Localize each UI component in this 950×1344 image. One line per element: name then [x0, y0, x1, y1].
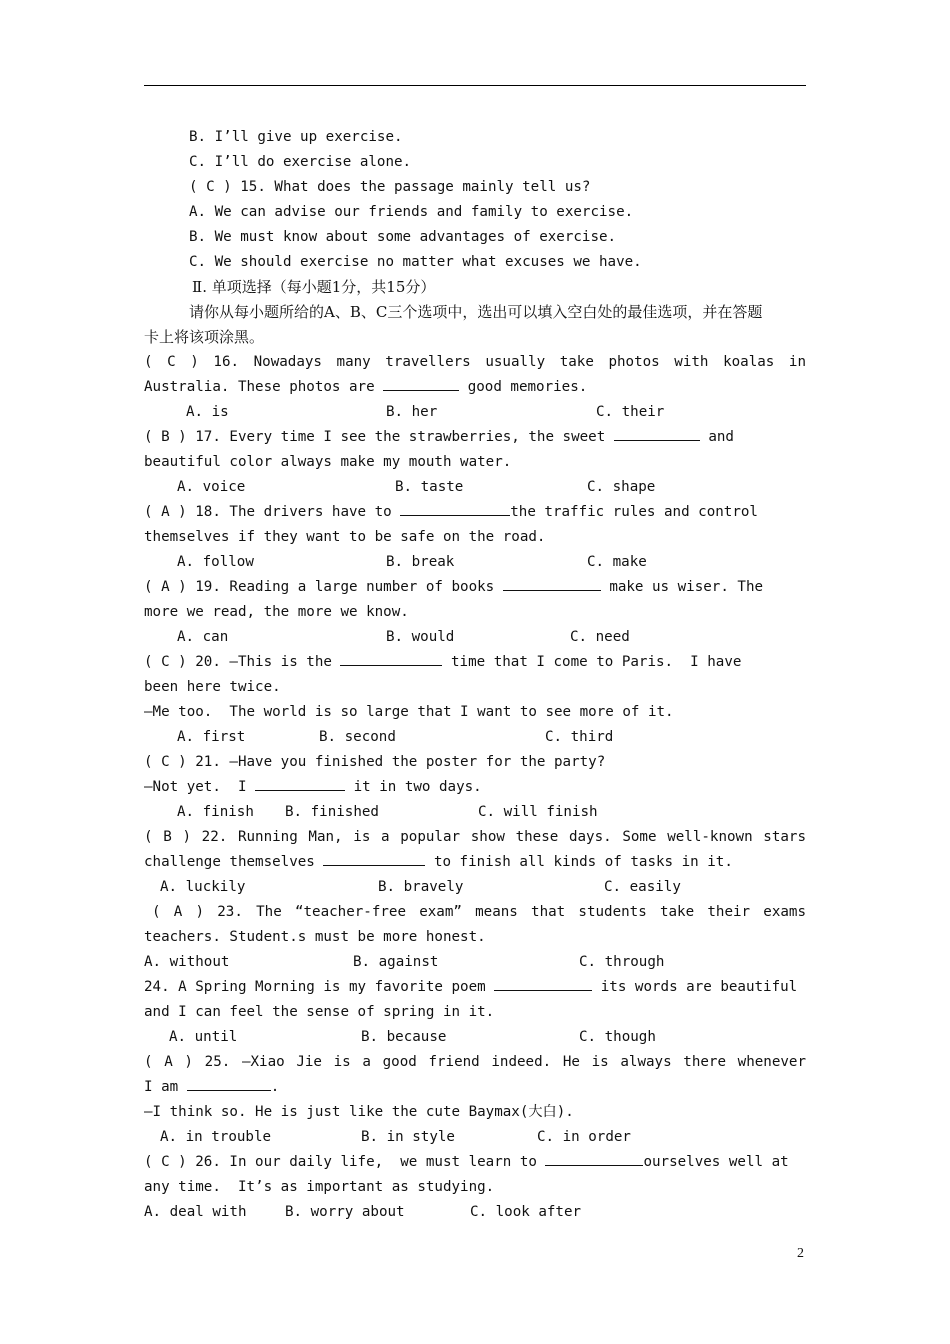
q19-option-c: C. need: [570, 629, 630, 645]
q25-stem-line3: —I think so. He is just like the cute Baymax(大白).: [144, 1104, 574, 1120]
q23-option-b: B. against: [353, 954, 439, 970]
answer-blank: [187, 1076, 271, 1091]
q20-option-c: C. third: [545, 729, 614, 745]
answer-blank: [545, 1151, 643, 1166]
q26-option-b: B. worry about: [285, 1204, 405, 1220]
q25-stem-line2: I am .: [144, 1075, 279, 1100]
section-instruction-2: 卡上将该项涂黑。: [144, 328, 265, 346]
q22-stem-line1: ( B ) 22. Running Man, is a popular show these days. Some well-known stars: [144, 829, 806, 845]
q25-option-b: B. in style: [361, 1129, 455, 1145]
q17-stem-line1: ( B ) 17. Every time I see the strawberries, the sweet and: [144, 425, 734, 450]
q23-option-a: A. without: [144, 954, 230, 970]
answer-blank: [255, 776, 345, 791]
q20-stem-line2: been here twice.: [144, 679, 281, 695]
page-number: 2: [797, 1246, 804, 1261]
q24-stem-line2: and I can feel the sense of spring in it.: [144, 1004, 495, 1020]
q21-option-c: C. will finish: [478, 804, 598, 820]
q25-stem-line1: ( A ) 25. —Xiao Jie is a good friend indeed. He is always there whenever: [144, 1054, 806, 1070]
q24-option-b: B. because: [361, 1029, 447, 1045]
q16-stem-line2: Australia. These photos are good memories.: [144, 375, 587, 400]
q15-stem: ( C ) 15. What does the passage mainly tell us?: [189, 179, 591, 195]
answer-blank: [503, 576, 601, 591]
header-rule: [144, 85, 806, 86]
q20-stem-line1: ( C ) 20. —This is the time that I come to Paris. I have: [144, 650, 741, 675]
q18-option-c: C. make: [587, 554, 647, 570]
q19-option-b: B. would: [386, 629, 455, 645]
q20-option-a: A. first: [177, 729, 246, 745]
answer-blank: [383, 376, 459, 391]
q24-option-c: C. though: [579, 1029, 656, 1045]
q22-option-b: B. bravely: [378, 879, 464, 895]
q20-option-b: B. second: [319, 729, 396, 745]
q23-option-c: C. through: [579, 954, 665, 970]
q19-option-a: A. can: [177, 629, 229, 645]
q19-stem-line2: more we read, the more we know.: [144, 604, 409, 620]
q25-option-c: C. in order: [537, 1129, 631, 1145]
answer-blank: [340, 651, 442, 666]
q17-stem-line2: beautiful color always make my mouth water.: [144, 454, 512, 470]
q21-stem-line2: —Not yet. I it in two days.: [144, 775, 482, 800]
q22-option-a: A. luckily: [160, 879, 246, 895]
q17-option-c: C. shape: [587, 479, 656, 495]
q25-option-a: A. in trouble: [160, 1129, 272, 1145]
q24-stem-line1: 24. A Spring Morning is my favorite poem its words are beautiful: [144, 975, 797, 1000]
q23-stem-line2: teachers. Student.s must be more honest.: [144, 929, 486, 945]
q14-option-c: C. I’ll do exercise alone.: [189, 154, 412, 170]
answer-blank: [614, 426, 700, 441]
q24-option-a: A. until: [169, 1029, 238, 1045]
q15-option-c: C. We should exercise no matter what excuses we have.: [189, 254, 642, 270]
q17-option-a: A. voice: [177, 479, 246, 495]
q26-stem-line2: any time. It’s as important as studying.: [144, 1179, 495, 1195]
q21-option-a: A. finish: [177, 804, 254, 820]
q18-stem-line2: themselves if they want to be safe on the road.: [144, 529, 546, 545]
q26-stem-line1: ( C ) 26. In our daily life, we must learn to ourselves well at: [144, 1150, 789, 1175]
q18-option-a: A. follow: [177, 554, 254, 570]
q15-option-b: B. We must know about some advantages of exercise.: [189, 229, 617, 245]
q21-stem-line1: ( C ) 21. —Have you finished the poster for the party?: [144, 754, 606, 770]
answer-blank: [400, 501, 510, 516]
q22-option-c: C. easily: [604, 879, 681, 895]
q16-stem-line1: ( C ) 16. Nowadays many travellers usually take photos with koalas in: [144, 354, 806, 370]
q14-option-b: B. I’ll give up exercise.: [189, 129, 403, 145]
q26-option-a: A. deal with: [144, 1204, 247, 1220]
answer-blank: [494, 976, 592, 991]
q16-option-b: B. her: [386, 404, 438, 420]
section-heading: Ⅱ. 单项选择（每小题1分，共15分）: [192, 278, 436, 296]
q22-stem-line2: challenge themselves to finish all kinds of tasks in it.: [144, 850, 733, 875]
q16-option-a: A. is: [186, 404, 229, 420]
q26-option-c: C. look after: [470, 1204, 582, 1220]
q19-stem-line1: ( A ) 19. Reading a large number of books make us wiser. The: [144, 575, 763, 600]
answer-blank: [323, 851, 425, 866]
q16-option-c: C. their: [596, 404, 665, 420]
q23-stem-line1: ( A ) 23. The “teacher-free exam” means that students take their exams: [152, 904, 806, 920]
q15-option-a: A. We can advise our friends and family to exercise.: [189, 204, 634, 220]
q18-stem-line1: ( A ) 18. The drivers have to the traffic rules and control: [144, 500, 758, 525]
q20-stem-line3: —Me too. The world is so large that I want to see more of it.: [144, 704, 674, 720]
q17-option-b: B. taste: [395, 479, 464, 495]
q18-option-b: B. break: [386, 554, 455, 570]
section-instruction-1: 请你从每小题所给的A、B、C三个选项中，选出可以填入空白处的最佳选项，并在答题: [189, 303, 763, 321]
q21-option-b: B. finished: [285, 804, 379, 820]
